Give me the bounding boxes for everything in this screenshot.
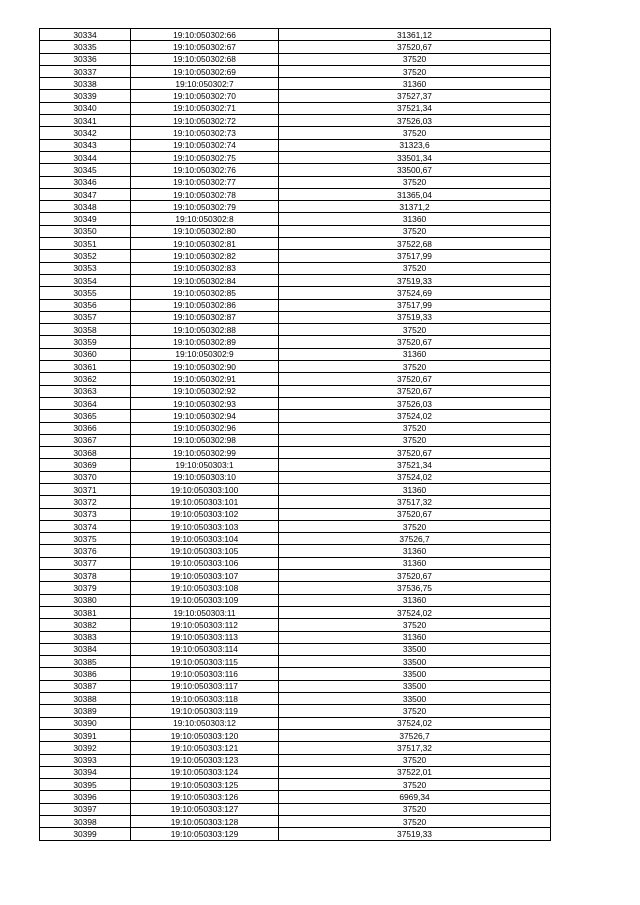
value-cell: 31371,2 bbox=[279, 201, 551, 213]
table-row bbox=[40, 828, 551, 840]
value-cell: 37526,7 bbox=[279, 533, 551, 545]
value-cell: 37519,33 bbox=[279, 828, 551, 840]
value-cell: 31360 bbox=[279, 631, 551, 643]
row-number-cell: 30356 bbox=[40, 299, 131, 311]
table-row bbox=[40, 274, 551, 286]
table-row bbox=[40, 164, 551, 176]
row-number-cell: 30338 bbox=[40, 78, 131, 90]
value-cell: 31360 bbox=[279, 545, 551, 557]
value-cell: 37520 bbox=[279, 262, 551, 274]
value-cell: 37524,02 bbox=[279, 717, 551, 729]
table-row bbox=[40, 705, 551, 717]
table-row bbox=[40, 176, 551, 188]
value-cell: 37520,67 bbox=[279, 385, 551, 397]
row-number-cell: 30366 bbox=[40, 422, 131, 434]
cadastral-number-cell: 19:10:050303:116 bbox=[131, 668, 279, 680]
value-cell: 31360 bbox=[279, 483, 551, 495]
cadastral-number-cell: 19:10:050302:94 bbox=[131, 410, 279, 422]
cadastral-number-cell: 19:10:050302:84 bbox=[131, 274, 279, 286]
cadastral-number-cell: 19:10:050302:82 bbox=[131, 250, 279, 262]
row-number-cell: 30345 bbox=[40, 164, 131, 176]
value-cell: 37524,02 bbox=[279, 606, 551, 618]
value-cell: 37520,67 bbox=[279, 373, 551, 385]
table-row bbox=[40, 496, 551, 508]
value-cell: 31360 bbox=[279, 213, 551, 225]
value-cell: 37520 bbox=[279, 754, 551, 766]
value-cell: 33500 bbox=[279, 643, 551, 655]
cadastral-number-cell: 19:10:050303:109 bbox=[131, 594, 279, 606]
row-number-cell: 30367 bbox=[40, 434, 131, 446]
row-number-cell: 30361 bbox=[40, 361, 131, 373]
value-cell: 33500 bbox=[279, 680, 551, 692]
cadastral-number-cell: 19:10:050303:129 bbox=[131, 828, 279, 840]
table-row bbox=[40, 717, 551, 729]
cadastral-number-cell: 19:10:050302:91 bbox=[131, 373, 279, 385]
cadastral-number-cell: 19:10:050302:90 bbox=[131, 361, 279, 373]
table-row bbox=[40, 619, 551, 631]
row-number-cell: 30393 bbox=[40, 754, 131, 766]
table-row bbox=[40, 213, 551, 225]
cadastral-number-cell: 19:10:050302:72 bbox=[131, 115, 279, 127]
row-number-cell: 30387 bbox=[40, 680, 131, 692]
table-row bbox=[40, 520, 551, 532]
cadastral-number-cell: 19:10:050302:75 bbox=[131, 151, 279, 163]
value-cell: 37520 bbox=[279, 619, 551, 631]
value-cell: 37520,67 bbox=[279, 336, 551, 348]
value-cell: 6969,34 bbox=[279, 791, 551, 803]
row-number-cell: 30390 bbox=[40, 717, 131, 729]
row-number-cell: 30353 bbox=[40, 262, 131, 274]
row-number-cell: 30335 bbox=[40, 41, 131, 53]
row-number-cell: 30340 bbox=[40, 102, 131, 114]
cadastral-number-cell: 19:10:050303:126 bbox=[131, 791, 279, 803]
value-cell: 37526,7 bbox=[279, 729, 551, 741]
value-cell: 37520 bbox=[279, 176, 551, 188]
cadastral-number-cell: 19:10:050302:73 bbox=[131, 127, 279, 139]
value-cell: 37520 bbox=[279, 434, 551, 446]
table-row bbox=[40, 65, 551, 77]
value-cell: 37520 bbox=[279, 422, 551, 434]
value-cell: 37517,99 bbox=[279, 299, 551, 311]
value-cell: 37520 bbox=[279, 803, 551, 815]
row-number-cell: 30349 bbox=[40, 213, 131, 225]
row-number-cell: 30380 bbox=[40, 594, 131, 606]
row-number-cell: 30348 bbox=[40, 201, 131, 213]
row-number-cell: 30342 bbox=[40, 127, 131, 139]
table-row bbox=[40, 422, 551, 434]
value-cell: 37521,34 bbox=[279, 102, 551, 114]
row-number-cell: 30350 bbox=[40, 225, 131, 237]
table-row bbox=[40, 287, 551, 299]
cadastral-number-cell: 19:10:050302:69 bbox=[131, 65, 279, 77]
value-cell: 37521,34 bbox=[279, 459, 551, 471]
row-number-cell: 30373 bbox=[40, 508, 131, 520]
cadastral-number-cell: 19:10:050302:78 bbox=[131, 188, 279, 200]
value-cell: 37520,67 bbox=[279, 41, 551, 53]
cadastral-number-cell: 19:10:050302:68 bbox=[131, 53, 279, 65]
data-table bbox=[39, 28, 551, 841]
table-row bbox=[40, 693, 551, 705]
row-number-cell: 30365 bbox=[40, 410, 131, 422]
value-cell: 37520 bbox=[279, 225, 551, 237]
cadastral-number-cell: 19:10:050302:71 bbox=[131, 102, 279, 114]
table-row bbox=[40, 115, 551, 127]
row-number-cell: 30381 bbox=[40, 606, 131, 618]
table-row bbox=[40, 483, 551, 495]
cadastral-number-cell: 19:10:050303:127 bbox=[131, 803, 279, 815]
cadastral-number-cell: 19:10:050302:93 bbox=[131, 397, 279, 409]
value-cell: 37522,68 bbox=[279, 238, 551, 250]
value-cell: 37520,67 bbox=[279, 508, 551, 520]
table-row bbox=[40, 606, 551, 618]
value-cell: 37520 bbox=[279, 779, 551, 791]
table-row bbox=[40, 299, 551, 311]
cadastral-number-cell: 19:10:050303:105 bbox=[131, 545, 279, 557]
table-row bbox=[40, 594, 551, 606]
table-row bbox=[40, 324, 551, 336]
row-number-cell: 30375 bbox=[40, 533, 131, 545]
cadastral-number-cell: 19:10:050303:123 bbox=[131, 754, 279, 766]
table-row bbox=[40, 656, 551, 668]
cadastral-number-cell: 19:10:050302:87 bbox=[131, 311, 279, 323]
cadastral-number-cell: 19:10:050302:83 bbox=[131, 262, 279, 274]
row-number-cell: 30374 bbox=[40, 520, 131, 532]
value-cell: 37520,67 bbox=[279, 570, 551, 582]
cadastral-number-cell: 19:10:050302:9 bbox=[131, 348, 279, 360]
table-row bbox=[40, 29, 551, 41]
row-number-cell: 30392 bbox=[40, 742, 131, 754]
row-number-cell: 30385 bbox=[40, 656, 131, 668]
cadastral-number-cell: 19:10:050303:112 bbox=[131, 619, 279, 631]
value-cell: 31365,04 bbox=[279, 188, 551, 200]
row-number-cell: 30391 bbox=[40, 729, 131, 741]
value-cell: 37536,75 bbox=[279, 582, 551, 594]
table-row bbox=[40, 410, 551, 422]
row-number-cell: 30382 bbox=[40, 619, 131, 631]
table-row bbox=[40, 385, 551, 397]
cadastral-number-cell: 19:10:050303:1 bbox=[131, 459, 279, 471]
table-row bbox=[40, 791, 551, 803]
cadastral-number-cell: 19:10:050303:104 bbox=[131, 533, 279, 545]
table-row bbox=[40, 139, 551, 151]
value-cell: 37524,02 bbox=[279, 471, 551, 483]
value-cell: 31360 bbox=[279, 78, 551, 90]
cadastral-number-cell: 19:10:050302:80 bbox=[131, 225, 279, 237]
row-number-cell: 30398 bbox=[40, 816, 131, 828]
row-number-cell: 30384 bbox=[40, 643, 131, 655]
value-cell: 31360 bbox=[279, 594, 551, 606]
row-number-cell: 30351 bbox=[40, 238, 131, 250]
row-number-cell: 30386 bbox=[40, 668, 131, 680]
table-row bbox=[40, 151, 551, 163]
value-cell: 31360 bbox=[279, 348, 551, 360]
value-cell: 37520 bbox=[279, 127, 551, 139]
value-cell: 37517,32 bbox=[279, 496, 551, 508]
cadastral-number-cell: 19:10:050302:79 bbox=[131, 201, 279, 213]
row-number-cell: 30347 bbox=[40, 188, 131, 200]
table-row bbox=[40, 397, 551, 409]
row-number-cell: 30370 bbox=[40, 471, 131, 483]
cadastral-number-cell: 19:10:050302:67 bbox=[131, 41, 279, 53]
table-row bbox=[40, 508, 551, 520]
cadastral-number-cell: 19:10:050303:117 bbox=[131, 680, 279, 692]
row-number-cell: 30397 bbox=[40, 803, 131, 815]
cadastral-number-cell: 19:10:050303:113 bbox=[131, 631, 279, 643]
table-row bbox=[40, 459, 551, 471]
cadastral-number-cell: 19:10:050302:66 bbox=[131, 29, 279, 41]
cadastral-number-cell: 19:10:050303:118 bbox=[131, 693, 279, 705]
row-number-cell: 30355 bbox=[40, 287, 131, 299]
table-row bbox=[40, 631, 551, 643]
row-number-cell: 30362 bbox=[40, 373, 131, 385]
row-number-cell: 30360 bbox=[40, 348, 131, 360]
row-number-cell: 30339 bbox=[40, 90, 131, 102]
table-row bbox=[40, 668, 551, 680]
value-cell: 37527,37 bbox=[279, 90, 551, 102]
row-number-cell: 30377 bbox=[40, 557, 131, 569]
table-row bbox=[40, 545, 551, 557]
cadastral-number-cell: 19:10:050302:88 bbox=[131, 324, 279, 336]
value-cell: 37520 bbox=[279, 65, 551, 77]
cadastral-number-cell: 19:10:050303:108 bbox=[131, 582, 279, 594]
cadastral-number-cell: 19:10:050303:12 bbox=[131, 717, 279, 729]
value-cell: 37524,02 bbox=[279, 410, 551, 422]
table-row bbox=[40, 250, 551, 262]
table-row bbox=[40, 582, 551, 594]
table-row bbox=[40, 816, 551, 828]
table-row bbox=[40, 766, 551, 778]
cadastral-number-cell: 19:10:050303:107 bbox=[131, 570, 279, 582]
row-number-cell: 30363 bbox=[40, 385, 131, 397]
value-cell: 31361,12 bbox=[279, 29, 551, 41]
cadastral-number-cell: 19:10:050302:96 bbox=[131, 422, 279, 434]
cadastral-number-cell: 19:10:050303:121 bbox=[131, 742, 279, 754]
cadastral-number-cell: 19:10:050302:81 bbox=[131, 238, 279, 250]
value-cell: 37526,03 bbox=[279, 115, 551, 127]
row-number-cell: 30364 bbox=[40, 397, 131, 409]
cadastral-number-cell: 19:10:050303:119 bbox=[131, 705, 279, 717]
row-number-cell: 30371 bbox=[40, 483, 131, 495]
value-cell: 33500 bbox=[279, 693, 551, 705]
table-row bbox=[40, 90, 551, 102]
table-row bbox=[40, 262, 551, 274]
row-number-cell: 30343 bbox=[40, 139, 131, 151]
table-row bbox=[40, 311, 551, 323]
row-number-cell: 30354 bbox=[40, 274, 131, 286]
row-number-cell: 30346 bbox=[40, 176, 131, 188]
cadastral-number-cell: 19:10:050303:10 bbox=[131, 471, 279, 483]
row-number-cell: 30341 bbox=[40, 115, 131, 127]
value-cell: 33500 bbox=[279, 656, 551, 668]
cadastral-number-cell: 19:10:050303:11 bbox=[131, 606, 279, 618]
row-number-cell: 30368 bbox=[40, 447, 131, 459]
table-row bbox=[40, 570, 551, 582]
table-row bbox=[40, 41, 551, 53]
table-row bbox=[40, 754, 551, 766]
table-row bbox=[40, 742, 551, 754]
value-cell: 37517,32 bbox=[279, 742, 551, 754]
cadastral-number-cell: 19:10:050302:77 bbox=[131, 176, 279, 188]
value-cell: 37520 bbox=[279, 53, 551, 65]
cadastral-number-cell: 19:10:050302:70 bbox=[131, 90, 279, 102]
cadastral-number-cell: 19:10:050302:98 bbox=[131, 434, 279, 446]
row-number-cell: 30352 bbox=[40, 250, 131, 262]
table-row bbox=[40, 471, 551, 483]
cadastral-number-cell: 19:10:050303:101 bbox=[131, 496, 279, 508]
row-number-cell: 30372 bbox=[40, 496, 131, 508]
cadastral-number-cell: 19:10:050302:85 bbox=[131, 287, 279, 299]
value-cell: 37524,69 bbox=[279, 287, 551, 299]
table-row bbox=[40, 201, 551, 213]
table-row bbox=[40, 53, 551, 65]
table-row bbox=[40, 78, 551, 90]
cadastral-number-cell: 19:10:050303:125 bbox=[131, 779, 279, 791]
row-number-cell: 30337 bbox=[40, 65, 131, 77]
cadastral-number-cell: 19:10:050303:106 bbox=[131, 557, 279, 569]
table-row bbox=[40, 779, 551, 791]
table-row bbox=[40, 127, 551, 139]
cadastral-number-cell: 19:10:050303:128 bbox=[131, 816, 279, 828]
value-cell: 37519,33 bbox=[279, 311, 551, 323]
cadastral-number-cell: 19:10:050303:102 bbox=[131, 508, 279, 520]
value-cell: 37520 bbox=[279, 816, 551, 828]
table-row bbox=[40, 643, 551, 655]
table-row bbox=[40, 434, 551, 446]
cadastral-number-cell: 19:10:050302:92 bbox=[131, 385, 279, 397]
value-cell: 37517,99 bbox=[279, 250, 551, 262]
value-cell: 33500,67 bbox=[279, 164, 551, 176]
row-number-cell: 30388 bbox=[40, 693, 131, 705]
value-cell: 31360 bbox=[279, 557, 551, 569]
cadastral-number-cell: 19:10:050303:100 bbox=[131, 483, 279, 495]
value-cell: 37520 bbox=[279, 705, 551, 717]
cadastral-number-cell: 19:10:050302:89 bbox=[131, 336, 279, 348]
value-cell: 33500 bbox=[279, 668, 551, 680]
row-number-cell: 30379 bbox=[40, 582, 131, 594]
row-number-cell: 30358 bbox=[40, 324, 131, 336]
row-number-cell: 30357 bbox=[40, 311, 131, 323]
cadastral-number-cell: 19:10:050303:120 bbox=[131, 729, 279, 741]
value-cell: 37526,03 bbox=[279, 397, 551, 409]
cadastral-number-cell: 19:10:050303:114 bbox=[131, 643, 279, 655]
table-row bbox=[40, 102, 551, 114]
row-number-cell: 30344 bbox=[40, 151, 131, 163]
table-row bbox=[40, 188, 551, 200]
table-row bbox=[40, 361, 551, 373]
table-row bbox=[40, 336, 551, 348]
cadastral-number-cell: 19:10:050302:8 bbox=[131, 213, 279, 225]
value-cell: 37522,01 bbox=[279, 766, 551, 778]
cadastral-number-cell: 19:10:050303:115 bbox=[131, 656, 279, 668]
row-number-cell: 30399 bbox=[40, 828, 131, 840]
row-number-cell: 30383 bbox=[40, 631, 131, 643]
row-number-cell: 30394 bbox=[40, 766, 131, 778]
value-cell: 37520 bbox=[279, 520, 551, 532]
cadastral-number-cell: 19:10:050302:99 bbox=[131, 447, 279, 459]
table-row bbox=[40, 729, 551, 741]
table-row bbox=[40, 447, 551, 459]
table-row bbox=[40, 373, 551, 385]
table-row bbox=[40, 238, 551, 250]
row-number-cell: 30376 bbox=[40, 545, 131, 557]
cadastral-number-cell: 19:10:050303:124 bbox=[131, 766, 279, 778]
value-cell: 37520 bbox=[279, 324, 551, 336]
row-number-cell: 30396 bbox=[40, 791, 131, 803]
table-body bbox=[40, 29, 551, 841]
table-row bbox=[40, 225, 551, 237]
table-row bbox=[40, 557, 551, 569]
cadastral-number-cell: 19:10:050302:76 bbox=[131, 164, 279, 176]
value-cell: 37520,67 bbox=[279, 447, 551, 459]
row-number-cell: 30359 bbox=[40, 336, 131, 348]
cadastral-number-cell: 19:10:050302:86 bbox=[131, 299, 279, 311]
row-number-cell: 30336 bbox=[40, 53, 131, 65]
value-cell: 37519,33 bbox=[279, 274, 551, 286]
row-number-cell: 30389 bbox=[40, 705, 131, 717]
row-number-cell: 30369 bbox=[40, 459, 131, 471]
cadastral-number-cell: 19:10:050303:103 bbox=[131, 520, 279, 532]
cadastral-number-cell: 19:10:050302:7 bbox=[131, 78, 279, 90]
table-row bbox=[40, 680, 551, 692]
table-row bbox=[40, 803, 551, 815]
row-number-cell: 30334 bbox=[40, 29, 131, 41]
table-row bbox=[40, 348, 551, 360]
row-number-cell: 30395 bbox=[40, 779, 131, 791]
value-cell: 37520 bbox=[279, 361, 551, 373]
cadastral-number-cell: 19:10:050302:74 bbox=[131, 139, 279, 151]
value-cell: 33501,34 bbox=[279, 151, 551, 163]
value-cell: 31323,6 bbox=[279, 139, 551, 151]
table-row bbox=[40, 533, 551, 545]
row-number-cell: 30378 bbox=[40, 570, 131, 582]
